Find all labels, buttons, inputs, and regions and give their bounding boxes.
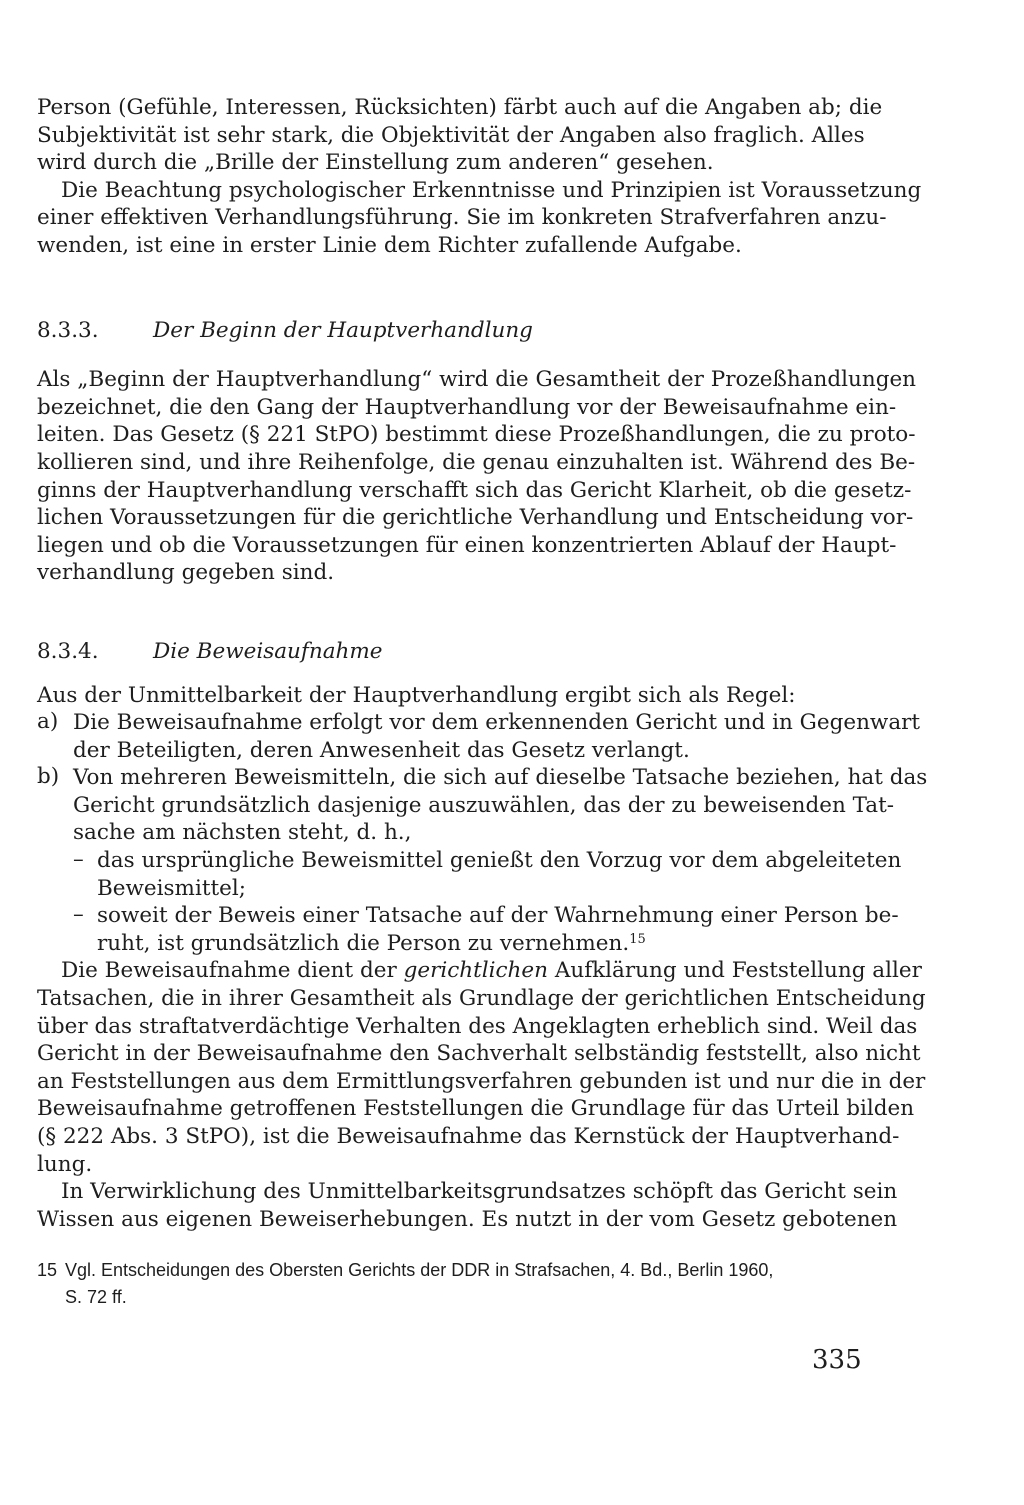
- footnote-reference[interactable]: 15: [629, 931, 646, 947]
- footnote-text: Vgl. Entscheidungen des Obersten Gerichts der DDR in Strafsachen, 4. Bd., Berlin 1960,: [65, 1260, 774, 1281]
- footnote-line: [37, 1284, 863, 1311]
- text-line: liegen und ob die Voraussetzungen für einen konzentrierten Ablauf der Haupt-: [37, 532, 897, 558]
- text-line: Person (Gefühle, Interessen, Rücksichten) färbt auch auf die Angaben ab; die: [37, 95, 883, 120]
- text-line: soweit der Beweis einer Tatsache auf der Wahrnehmung einer Person be-: [97, 903, 899, 929]
- text-line: [97, 930, 863, 958]
- text-line: Wissen aus eigenen Beweiserhebungen. Es nutzt in der vom Gesetz gebotenen: [37, 1206, 898, 1232]
- text-line: an Feststellungen aus dem Ermittlungsverfahren gebunden ist und nur die in der: [37, 1068, 926, 1094]
- text-line: Tatsachen, die in ihrer Gesamtheit als Grundlage der gerichtlichen Entscheidung: [37, 986, 926, 1012]
- dash-item: [37, 847, 902, 902]
- section-number: 8.3.3.: [37, 317, 99, 343]
- text-line: kollieren sind, und ihre Reihenfolge, die genau einzuhalten ist. Während des Be-: [37, 449, 916, 475]
- text-line: der Beteiligten, deren Anwesenheit das Gesetz verlangt.: [73, 737, 690, 763]
- paragraph-beginn: [37, 366, 917, 587]
- paragraph-continued: [37, 94, 883, 177]
- text-line: lung.: [37, 1151, 93, 1177]
- text-line: Als „Beginn der Hauptverhandlung“ wird die Gesamtheit der Prozeßhandlungen: [37, 367, 917, 393]
- text-line: wenden, ist eine in erster Linie dem Richter zufallende Aufgabe.: [37, 232, 742, 258]
- text-fragment: ruht, ist grundsätzlich die Person zu vernehmen.: [97, 930, 630, 956]
- list-intro: Aus der Unmittelbarkeit der Hauptverhandlung ergibt sich als Regel:: [37, 682, 796, 708]
- list-item-a: [37, 709, 921, 764]
- paragraph-psychology: [37, 177, 922, 260]
- text-line: bezeichnet, die den Gang der Hauptverhandlung vor der Beweisaufnahme ein-: [37, 394, 897, 420]
- list-label: a): [37, 709, 59, 735]
- text-fragment: Die Beweisaufnahme dient der: [61, 958, 404, 984]
- paragraph-unmittelbarkeit: [37, 1178, 898, 1233]
- page-number: 335: [812, 1345, 862, 1375]
- text-line: über das straftatverdächtige Verhalten des Angeklagten erheblich sind. Weil das: [37, 1013, 918, 1039]
- text-line: das ursprüngliche Beweismittel genießt den Vorzug vor dem abgeleiteten: [97, 848, 902, 874]
- text-line: Von mehreren Beweismitteln, die sich auf dieselbe Tatsache beziehen, hat das: [73, 765, 928, 791]
- section-title: Der Beginn der Hauptverhandlung: [153, 317, 533, 343]
- page-body: [37, 94, 928, 1311]
- footnote: [37, 1257, 863, 1311]
- text-fragment: Aufklärung und Feststellung aller: [547, 958, 922, 984]
- text-line: lichen Voraussetzungen für die gerichtliche Verhandlung und Entscheidung vor-: [37, 505, 914, 531]
- text-line: In Verwirklichung des Unmittelbarkeitsgrundsatzes schöpft das Gericht sein: [61, 1179, 898, 1205]
- list-item-b: [37, 764, 928, 847]
- text-line: Beweismittel;: [97, 875, 246, 901]
- text-line: (§ 222 Abs. 3 StPO), ist die Beweisaufnahme das Kernstück der Hauptverhand-: [37, 1124, 900, 1149]
- list-label: b): [37, 764, 60, 790]
- text-line: leiten. Das Gesetz (§ 221 StPO) bestimmt diese Prozeßhandlungen, die zu proto-: [37, 422, 916, 448]
- dash-item: [37, 902, 899, 957]
- dash-marker: –: [73, 902, 84, 928]
- dash-marker: –: [73, 847, 84, 873]
- text-line: Beweisaufnahme getroffenen Feststellungen die Grundlage für das Urteil bilden: [37, 1096, 915, 1122]
- text-line: Subjektivität ist sehr stark, die Objektivität der Angaben also fraglich. Alles: [37, 122, 865, 148]
- paragraph-beweisaufnahme: [37, 957, 926, 1178]
- text-line: ginns der Hauptverhandlung verschafft sich das Gericht Klarheit, ob die gesetz-: [37, 477, 912, 503]
- text-line: verhandlung gegeben sind.: [37, 560, 335, 586]
- text-line: Die Beachtung psychologischer Erkenntnisse und Prinzipien ist Voraussetzung: [61, 177, 922, 203]
- section-number: 8.3.4.: [37, 638, 99, 664]
- footnote-number: 15: [37, 1260, 58, 1281]
- text-line: Die Beweisaufnahme erfolgt vor dem erkennenden Gericht und in Gegenwart: [73, 710, 921, 736]
- emphasized-word: gerichtlichen: [403, 958, 548, 984]
- text-line: sache am nächsten steht, d. h.,: [73, 820, 412, 846]
- text-line: wird durch die „Brille der Einstellung zum anderen“ gesehen.: [37, 150, 714, 176]
- section-title: Die Beweisaufnahme: [153, 638, 383, 664]
- section-heading-8-3-3: [37, 317, 863, 345]
- section-heading-8-3-4: [37, 638, 863, 666]
- text-line: einer effektiven Verhandlungsführung. Sie im konkreten Strafverfahren anzu-: [37, 205, 887, 231]
- footnote-line: [37, 1257, 863, 1284]
- text-line: [37, 957, 922, 985]
- text-line: Gericht in der Beweisaufnahme den Sachverhalt selbständig feststellt, also nicht: [37, 1041, 921, 1067]
- text-line: Gericht grundsätzlich dasjenige auszuwählen, das der zu beweisenden Tat-: [73, 792, 895, 818]
- footnote-text: S. 72 ff.: [65, 1287, 127, 1308]
